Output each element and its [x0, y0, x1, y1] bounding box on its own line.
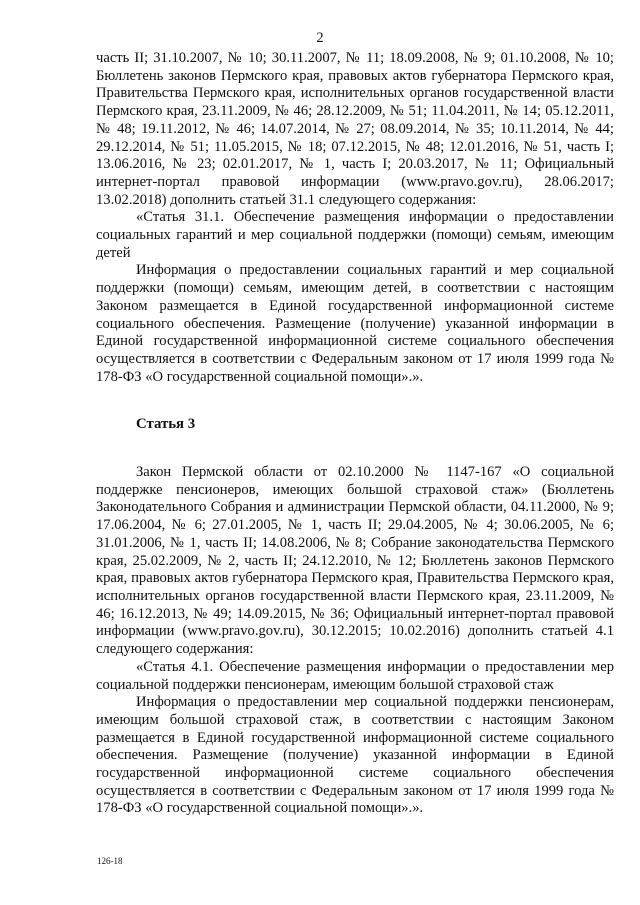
- document-code: 126-18: [97, 856, 123, 866]
- article-3-heading: Статья 3: [136, 416, 196, 433]
- page-number: 2: [316, 30, 324, 46]
- amendment-sources-paragraph: часть II; 31.10.2007, № 10; 30.11.2007, № 11; 18.09.2008, № 9; 01.10.2008, № 10; Бюллетень законов Пермского края, правовых актов губернатора Пермского края, Правительства Пермского края, исполнительных органов государственной власти Пермского края, 23.11.2009, № 46; 28.12.2009, № 51; 11.04.2011, № 14; 05.12.2011, № 48; 19.11.2012, № 46; 14.07.2014, № 27; 08.09.2014, № 35; 10.11.2014, № 44; 29.12.2014, № 51; 11.05.2015, № 18; 07.12.2015, № 48; 12.01.2016, № 51, часть I; 13.06.2016, № 23; 02.01.2017, № 1, часть I; 20.03.2017, № 11; Официальный интернет-портал правовой информации (www.pravo.gov.ru), 28.06.2017; 13.02.2018) дополнить статьей 31.1 следующего содержания:: [96, 50, 614, 208]
- document-body: [96, 50, 614, 818]
- article-4-1-text: Информация о предоставлении мер социальной поддержки пенсионерам, имеющим большой страховой стаж, в соответствии с настоящим Законом размещается в Единой государственной информационной системе социального обеспечения. Размещение (получение) указанной информации в Единой государственной информационной системе социального обеспечения осуществляется в соответствии с Федеральным законом от 17 июля 1999 года № 178-ФЗ «О государственной социальной помощи».».: [96, 694, 614, 817]
- article-31-1-text: Информация о предоставлении социальных гарантий и мер социальной поддержки (помощи) семьям, имеющим детей, в соответствии с настоящим Законом размещается в Единой государственной информационной системе социального обеспечения. Размещение (получение) указанной информации в Единой государственной информационной системе социального обеспечения осуществляется в соответствии с Федеральным законом от 17 июля 1999 года № 178-ФЗ «О государственной социальной помощи».».: [96, 262, 614, 385]
- article-31-1-title: «Статья 31.1. Обеспечение размещения информации о предоставлении социальных гарантий и мер социальной поддержки (помощи) семьям, имеющим детей: [96, 209, 614, 261]
- article-3-intro-paragraph: Закон Пермской области от 02.10.2000 № 1147-167 «О социальной поддержке пенсионеров, имеющих большой страховой стаж» (Бюллетень Законодательного Собрания и администрации Пермской области, 04.11.2000, № 9; 17.06.2004, № 6; 27.01.2005, № 1, часть II; 29.04.2005, № 4; 30.06.2005, № 6; 31.01.2006, № 1, часть II; 14.08.2006, № 8; Собрание законодательства Пермского края, 25.02.2009, № 2, часть II; 24.12.2010, № 12; Бюллетень законов Пермского края, правовых актов губернатора Пермского края, Правительства Пермского края, исполнительных органов государственной власти Пермского края, 23.11.2009, № 46; 16.12.2013, № 49; 14.09.2015, № 36; Официальный интернет-портал правовой информации (www.pravo.gov.ru), 30.12.2015; 10.02.2016) дополнить статьей 4.1 следующего содержания:: [96, 464, 614, 658]
- article-4-1-title: «Статья 4.1. Обеспечение размещения информации о предоставлении мер социальной поддержки пенсионерам, имеющим большой страховой стаж: [96, 658, 614, 693]
